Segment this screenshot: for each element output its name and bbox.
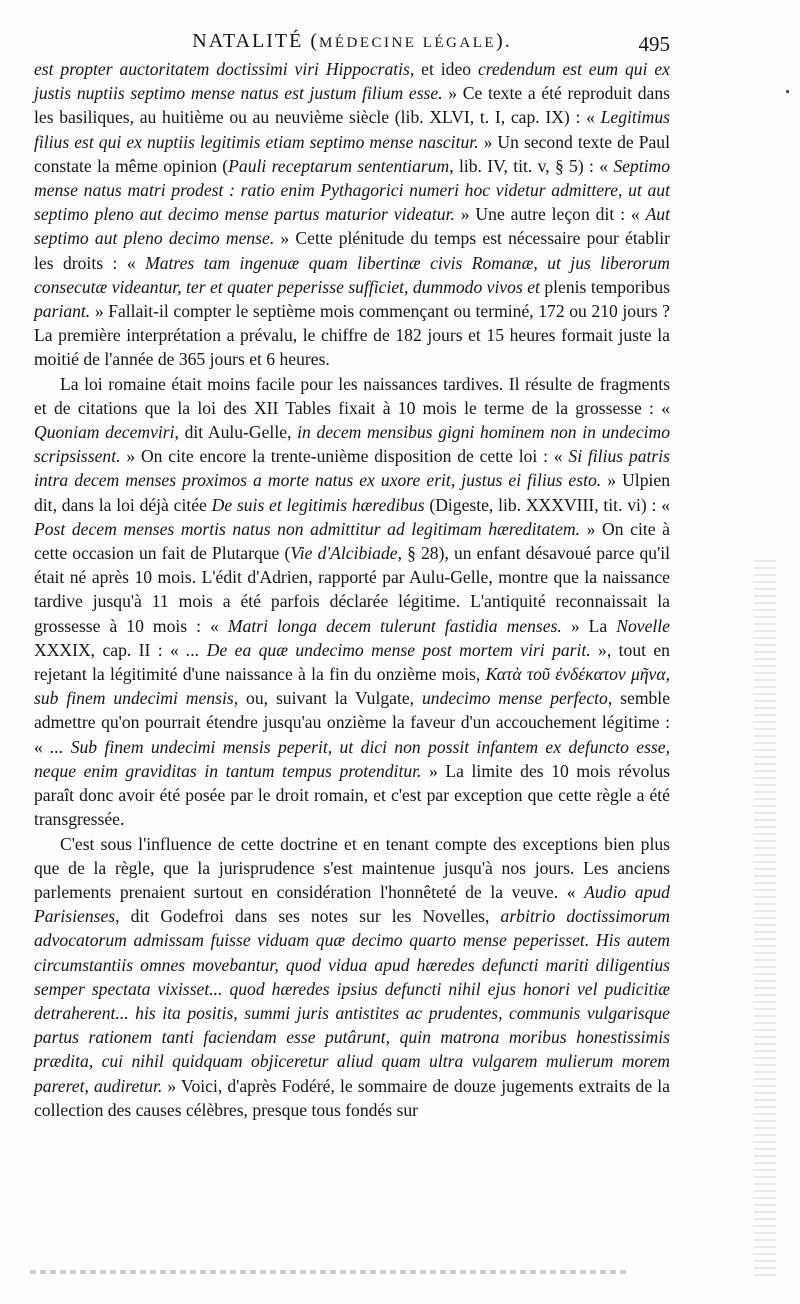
italic-run: arbitrio doctissimorum advocatorum admissam fuisse viduam quæ decimo quarto mense peperisset. His autem circumstantiis omnes movebantur, quod vidua apud hæredes defuncti mariti diligentius semper spectata vixisset... quod hæredes ipsius defuncti nihil ejus honori vel pudicitiæ detraherent... his ita positis, summi juris antistites ac prudentes, communis vulgarisque partus rationem tanti faciendam esse putârunt, quin matrona moribus honestissimis prædita, cui nihil quidquam objiceretur aliud quam ultra vulgarem mulierum morem pareret, audiretur. — [34, 906, 670, 1096]
italic-run: credendum est eum qui ex justis nuptiis septimo mense natus est justum filium esse. — [34, 59, 670, 104]
text-run: , § 28), un enfant désavoué parce qu'il était né après 10 mois. L'édit d'Adrien, rapporté par Aulu-Gelle, montre que la naissance tardive jusqu'à 11 mois a été parfois déclarée légitime. L'antiquité reconnaissait la grossesse à 10 mois : « — [34, 543, 671, 636]
text-run: » La limite des 10 mois révolus paraît donc avoir été posée par le droit romain, et c'est par exception que cette règle a été transgressée. — [34, 760, 670, 830]
text-run: XXXIX, cap. II : « — [34, 639, 187, 660]
text-run: » Fallait-il compter le septième mois commençant ou terminé, 172 ou 210 jours ? La première interprétation a prévalu, le chiffre de 182 jours et 15 heures formait juste la moitié de l'année de 365 jours et 6 heures. — [34, 301, 670, 370]
running-title-sub: MÉDECINE LÉGALE — [318, 35, 497, 51]
text-run: » On cite à cette occasion un fait de Plutarque ( — [34, 518, 670, 564]
italic-run: Matres tam ingenuæ quam libertinæ civis Romanæ, ut jus liberorum consecutæ videantur, ter et quater peperisse sufficiet, dummodo vivos et — [34, 252, 670, 297]
running-title-end: ). — [496, 30, 512, 52]
paragraph-3 — [34, 832, 670, 1122]
text-run: La loi romaine était moins facile pour les naissances tardives. Il résulte de fragments et de citations que la loi des XII Tables fixait à 10 mois le terme de la grossesse : « — [34, 373, 670, 418]
paragraph-2 — [34, 372, 670, 832]
text-run: » Ulpien dit, dans la loi déjà citée — [34, 470, 670, 515]
italic-run: Septimo mense natus matri prodest : ratio enim Pythagorici numeri hoc videtur admittere, ut aut septimo pleno aut decimo mense partus maturior videatur. — [34, 155, 670, 225]
text-run: (Digeste, lib. XXXVIII, tit. vi) : « — [424, 494, 671, 515]
text-run: » Ce texte a été reproduit dans les basiliques, au huitième ou au neuvième siècle (lib. XLVI, t. I, cap. IX) : « — [34, 83, 670, 128]
text-run: , semble admettre qu'on pourrait étendre jusqu'au onzième la faveur d'un accouchement légitime : « — [34, 688, 671, 757]
italic-run: in decem mensibus gigni hominem non in undecimo scripsissent. — [34, 422, 671, 467]
text-run: C'est sous l'influence de cette doctrine et en tenant compte des exceptions bien plus que de la règle, que la jurisprudence s'est maintenue jusqu'à nos jours. Les anciens parlements prenaient surtout en considération l'honnêteté de la veuve. « — [34, 833, 670, 902]
italic-run: Si filius patris intra decem menses proximos a morte natus ex uxore erit, justus ei filius esto. — [34, 446, 670, 491]
text-run: , ou, suivant la Vulgate, — [233, 688, 422, 709]
text-run: » On cite encore la trente-unième disposition de cette loi : « — [120, 446, 569, 467]
italic-run: pariant. — [34, 301, 91, 322]
italic-run: Quoniam decemviri — [34, 422, 175, 443]
italic-run: ... Sub finem undecimi mensis peperit, ut dici non possit infantem ex defuncto esse, neque enim graviditas in tantum tempus protenditur. — [34, 736, 670, 781]
running-title — [34, 30, 670, 53]
italic-run: Audio apud Parisienses — [34, 881, 670, 927]
italic-run: Pauli receptarum sententiarum — [228, 155, 450, 176]
paragraph-1 — [34, 57, 670, 372]
text-run: , et ideo — [409, 59, 478, 79]
text-run: » Une autre leçon dit : « — [454, 204, 646, 225]
text-run: » Cette plénitude du temps est nécessaire pour établir les droits : « — [34, 228, 670, 273]
italic-run: Κατὰ τοῦ ἐνδέκατον μῆνα, sub finem undecimi mensis — [34, 664, 670, 709]
scan-margin-artifacts — [754, 560, 776, 1280]
page-header — [34, 30, 670, 58]
text-run: , lib. IV, tit. v, § 5) : « — [449, 155, 614, 176]
italic-run: undecimo mense perfecto — [421, 688, 608, 709]
page-number: 495 — [638, 32, 670, 56]
italic-run: Vie d'Alcibiade — [290, 543, 398, 564]
running-title-main: NATALITÉ ( — [192, 30, 319, 52]
text-run: , dit Godefroi dans ses notes sur les Novelles, — [115, 906, 501, 927]
italic-run: Post decem menses mortis natus non admittitur ad legitimam hæreditatem. — [34, 518, 581, 539]
margin-dot — [786, 90, 789, 93]
text-run: plenis temporibus — [539, 276, 670, 297]
italic-run: Aut septimo aut pleno decimo mense. — [34, 204, 670, 249]
italic-run: est propter auctoritatem doctissimi viri Hippocratis — [34, 59, 410, 79]
scan-bottom-bleed — [30, 1270, 630, 1274]
text-run: » Un second texte de Paul constate la même opinion ( — [34, 131, 670, 176]
italic-run: ... De ea quæ undecimo mense post mortem viri parit. — [186, 639, 591, 660]
italic-run: Matri longa decem tulerunt fastidia menses. — [227, 615, 562, 636]
italic-run: Legitimus filius est qui ex nuptiis legitimis etiam septimo mense nascitur. — [34, 107, 670, 152]
text-run: » Voici, d'après Fodéré, le sommaire de douze jugements extraits de la collection des causes célèbres, presque tous fondés sur — [34, 1075, 670, 1120]
italic-run: Novelle — [616, 615, 670, 636]
italic-run: De suis et legitimis hæredibus — [211, 494, 425, 515]
text-run: », tout en rejetant la légitimité d'une naissance à la fin du onzième mois, — [34, 639, 670, 685]
text-run: » La — [561, 615, 617, 636]
text-run: , dit Aulu-Gelle, — [174, 422, 298, 443]
page-body — [34, 57, 670, 1122]
